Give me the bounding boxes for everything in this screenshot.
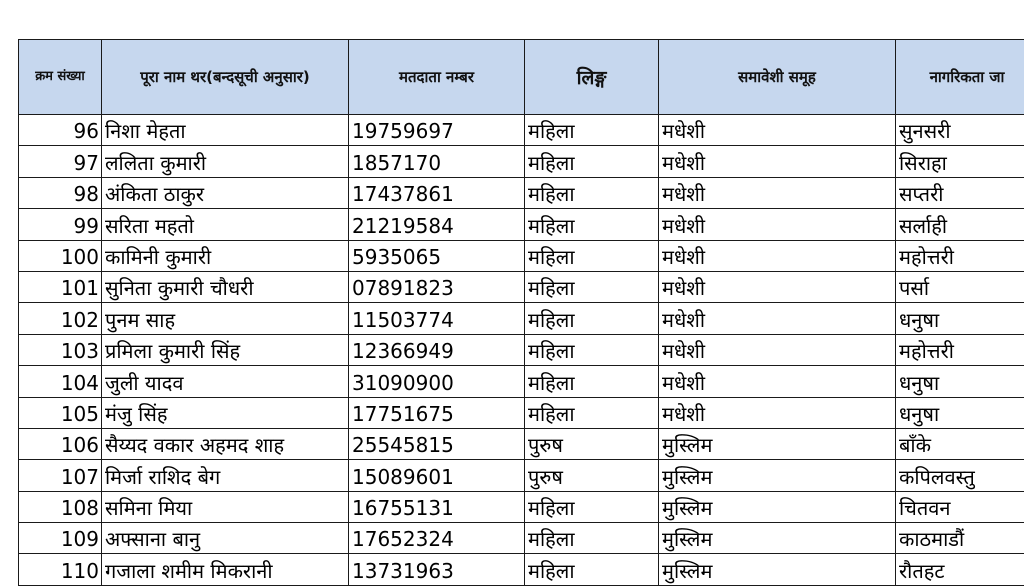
citizenship-district-cell: सिराहा <box>896 146 1024 177</box>
gender-cell: महिला <box>525 303 659 334</box>
serial-number-cell: 102 <box>19 303 102 334</box>
serial-number-cell: 106 <box>19 428 102 459</box>
gender-cell: महिला <box>525 523 659 554</box>
voter-number-cell: 17652324 <box>349 523 525 554</box>
full-name-cell: पुनम साह <box>102 303 349 334</box>
citizenship-district-cell: रौतहट <box>896 554 1024 585</box>
table-row <box>19 209 1024 240</box>
table-row <box>19 397 1024 428</box>
citizenship-district-cell: कपिलवस्तु <box>896 460 1024 491</box>
candidate-list-table-container <box>18 39 1024 586</box>
header-gender: लिङ्ग <box>525 40 659 115</box>
citizenship-district-cell: धनुषा <box>896 366 1024 397</box>
voter-number-cell: 31090900 <box>349 366 525 397</box>
serial-number-cell: 108 <box>19 491 102 522</box>
serial-number-cell: 104 <box>19 366 102 397</box>
gender-cell: महिला <box>525 209 659 240</box>
table-row <box>19 177 1024 208</box>
inclusive-group-cell: मुस्लिम <box>659 491 896 522</box>
voter-number-cell: 21219584 <box>349 209 525 240</box>
serial-number-cell: 103 <box>19 334 102 365</box>
full-name-cell: प्रमिला कुमारी सिंह <box>102 334 349 365</box>
voter-number-cell: 5935065 <box>349 240 525 271</box>
gender-cell: पुरुष <box>525 460 659 491</box>
serial-number-cell: 99 <box>19 209 102 240</box>
voter-number-cell: 16755131 <box>349 491 525 522</box>
full-name-cell: मिर्जा राशिद बेग <box>102 460 349 491</box>
voter-number-cell: 25545815 <box>349 428 525 459</box>
citizenship-district-cell: धनुषा <box>896 303 1024 334</box>
table-header-row <box>19 40 1024 115</box>
citizenship-district-cell: पर्सा <box>896 271 1024 302</box>
voter-number-cell: 15089601 <box>349 460 525 491</box>
gender-cell: महिला <box>525 177 659 208</box>
citizenship-district-cell: सप्तरी <box>896 177 1024 208</box>
voter-number-cell: 12366949 <box>349 334 525 365</box>
table-row <box>19 460 1024 491</box>
serial-number-cell: 105 <box>19 397 102 428</box>
full-name-cell: निशा मेहता <box>102 115 349 146</box>
gender-cell: महिला <box>525 146 659 177</box>
full-name-cell: जुली यादव <box>102 366 349 397</box>
gender-cell: महिला <box>525 334 659 365</box>
inclusive-group-cell: मधेशी <box>659 146 896 177</box>
gender-cell: महिला <box>525 397 659 428</box>
full-name-cell: सुनिता कुमारी चौधरी <box>102 271 349 302</box>
voter-number-cell: 19759697 <box>349 115 525 146</box>
citizenship-district-cell: काठमाडौं <box>896 523 1024 554</box>
inclusive-group-cell: मधेशी <box>659 397 896 428</box>
full-name-cell: अफ्साना बानु <box>102 523 349 554</box>
citizenship-district-cell: महोत्तरी <box>896 334 1024 365</box>
full-name-cell: कामिनी कुमारी <box>102 240 349 271</box>
inclusive-group-cell: मधेशी <box>659 177 896 208</box>
voter-number-cell: 13731963 <box>349 554 525 585</box>
serial-number-cell: 110 <box>19 554 102 585</box>
full-name-cell: सरिता महतो <box>102 209 349 240</box>
gender-cell: महिला <box>525 240 659 271</box>
serial-number-cell: 97 <box>19 146 102 177</box>
inclusive-group-cell: मधेशी <box>659 366 896 397</box>
serial-number-cell: 101 <box>19 271 102 302</box>
inclusive-group-cell: मधेशी <box>659 334 896 365</box>
table-row <box>19 115 1024 146</box>
table-row <box>19 146 1024 177</box>
full-name-cell: ललिता कुमारी <box>102 146 349 177</box>
gender-cell: पुरुष <box>525 428 659 459</box>
citizenship-district-cell: सुनसरी <box>896 115 1024 146</box>
inclusive-group-cell: मधेशी <box>659 209 896 240</box>
table-row <box>19 240 1024 271</box>
candidate-list-table <box>18 39 1024 586</box>
inclusive-group-cell: मधेशी <box>659 115 896 146</box>
serial-number-cell: 100 <box>19 240 102 271</box>
header-citizenship-district: नागरिकता जा <box>896 40 1024 115</box>
gender-cell: महिला <box>525 491 659 522</box>
voter-number-cell: 1857170 <box>349 146 525 177</box>
table-row <box>19 303 1024 334</box>
table-row <box>19 428 1024 459</box>
inclusive-group-cell: मुस्लिम <box>659 428 896 459</box>
gender-cell: महिला <box>525 115 659 146</box>
inclusive-group-cell: मधेशी <box>659 271 896 302</box>
full-name-cell: मंजु सिंह <box>102 397 349 428</box>
citizenship-district-cell: महोत्तरी <box>896 240 1024 271</box>
serial-number-cell: 107 <box>19 460 102 491</box>
serial-number-cell: 96 <box>19 115 102 146</box>
table-row <box>19 271 1024 302</box>
full-name-cell: गजाला शमीम मिकरानी <box>102 554 349 585</box>
voter-number-cell: 17751675 <box>349 397 525 428</box>
citizenship-district-cell: बाँके <box>896 428 1024 459</box>
header-inclusive-group: समावेशी समूह <box>659 40 896 115</box>
serial-number-cell: 98 <box>19 177 102 208</box>
gender-cell: महिला <box>525 271 659 302</box>
table-row <box>19 554 1024 585</box>
table-row <box>19 366 1024 397</box>
citizenship-district-cell: चितवन <box>896 491 1024 522</box>
voter-number-cell: 11503774 <box>349 303 525 334</box>
serial-number-cell: 109 <box>19 523 102 554</box>
full-name-cell: सैय्यद वकार अहमद शाह <box>102 428 349 459</box>
inclusive-group-cell: मधेशी <box>659 303 896 334</box>
full-name-cell: समिना मिया <box>102 491 349 522</box>
header-serial-number: क्रम संख्या <box>19 40 102 115</box>
header-voter-number: मतदाता नम्बर <box>349 40 525 115</box>
table-row <box>19 334 1024 365</box>
inclusive-group-cell: मधेशी <box>659 240 896 271</box>
inclusive-group-cell: मुस्लिम <box>659 523 896 554</box>
citizenship-district-cell: सर्लाही <box>896 209 1024 240</box>
table-row <box>19 523 1024 554</box>
inclusive-group-cell: मुस्लिम <box>659 554 896 585</box>
header-full-name: पूरा नाम थर(बन्दसूची अनुसार) <box>102 40 349 115</box>
table-row <box>19 491 1024 522</box>
inclusive-group-cell: मुस्लिम <box>659 460 896 491</box>
voter-number-cell: 17437861 <box>349 177 525 208</box>
gender-cell: महिला <box>525 366 659 397</box>
gender-cell: महिला <box>525 554 659 585</box>
citizenship-district-cell: धनुषा <box>896 397 1024 428</box>
voter-number-cell: 07891823 <box>349 271 525 302</box>
full-name-cell: अंकिता ठाकुर <box>102 177 349 208</box>
table-body <box>19 115 1024 586</box>
